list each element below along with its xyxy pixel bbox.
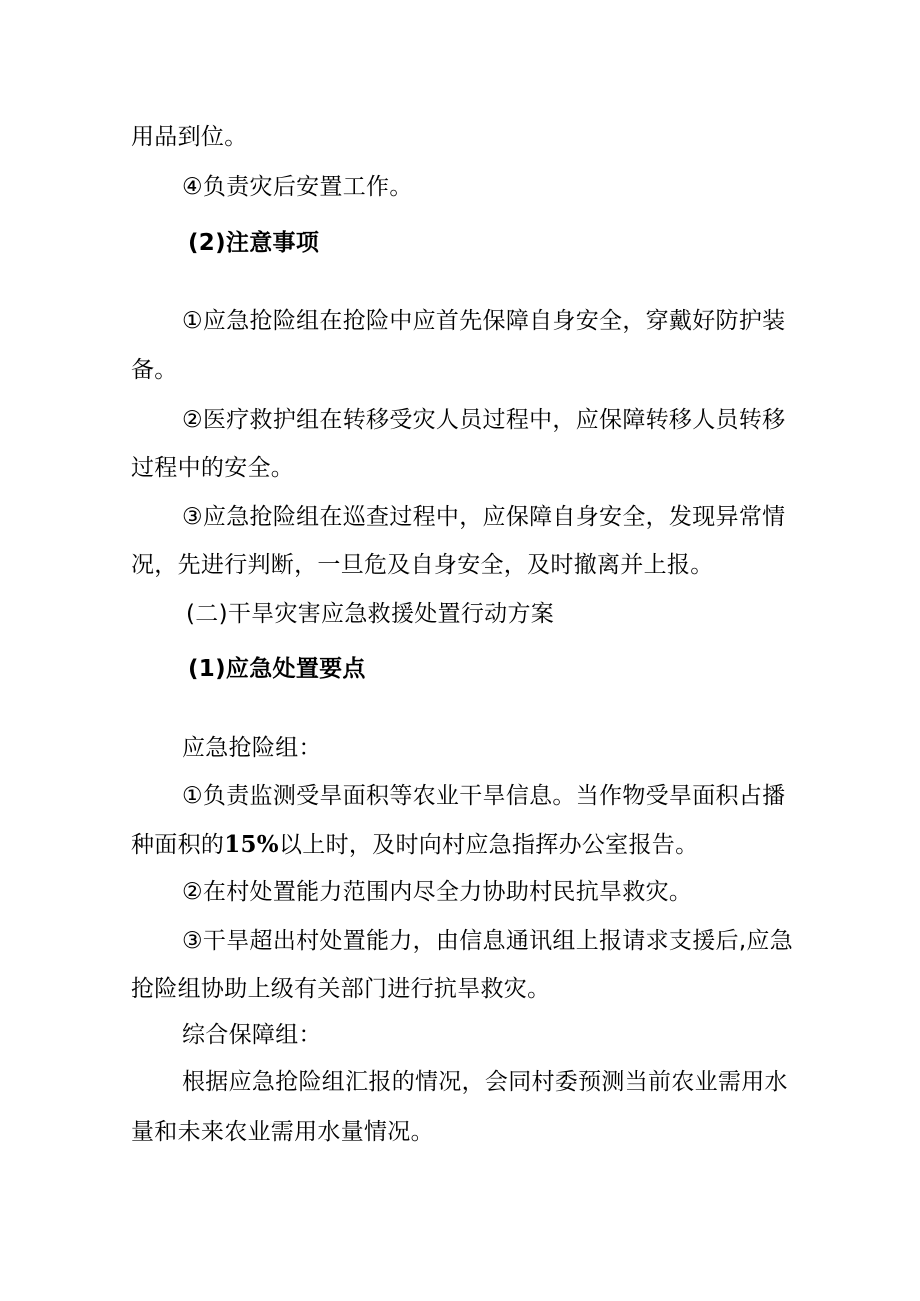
text-run: 以上时，及时向村应急指挥办公室报告。 xyxy=(278,832,699,858)
list-item: ②医疗救护组在转移受灾人员过程中，应保障转移人员转移 xyxy=(182,407,786,433)
list-item: ①负责监测受旱面积等农业干旱信息。当作物受旱面积占播 xyxy=(182,783,786,809)
paragraph-line: 况，先进行判断，一旦危及自身安全，及时撤离并上报。 xyxy=(131,552,714,578)
section-heading: (2)注意事项 xyxy=(188,230,320,256)
paragraph-line: 用品到位。 xyxy=(131,124,248,150)
section-heading: (1)应急处置要点 xyxy=(188,656,366,682)
list-item: ③干旱超出村处置能力，由信息通讯组上报请求支援后,应急 xyxy=(182,928,794,954)
group-label: 应急抢险组： xyxy=(182,735,322,761)
paragraph-line xyxy=(131,830,698,860)
text-run: 种面积的 xyxy=(131,832,225,858)
list-item: ②在村处置能力范围内尽全力协助村民抗旱救灾。 xyxy=(182,879,693,905)
list-item: ①应急抢险组在抢险中应首先保障自身安全，穿戴好防护装 xyxy=(182,308,786,334)
paragraph-line: 抢险组协助上级有关部门进行抗旱救灾。 xyxy=(131,976,551,1002)
paragraph-line: 备。 xyxy=(131,357,178,383)
paragraph-line: 根据应急抢险组汇报的情况，会同村委预测当前农业需用水 xyxy=(182,1069,788,1095)
percentage-value: 15% xyxy=(224,831,279,858)
group-label: 综合保障组： xyxy=(182,1022,322,1048)
paragraph-line: 过程中的安全。 xyxy=(131,455,295,481)
section-heading: (二)干旱灾害应急救援处置行动方案 xyxy=(186,601,555,627)
list-item: ③应急抢险组在巡查过程中，应保障自身安全，发现异常情 xyxy=(182,504,786,530)
list-item: ④负责灾后安置工作。 xyxy=(182,174,413,200)
paragraph-line: 量和未来农业需用水量情况。 xyxy=(131,1119,434,1145)
